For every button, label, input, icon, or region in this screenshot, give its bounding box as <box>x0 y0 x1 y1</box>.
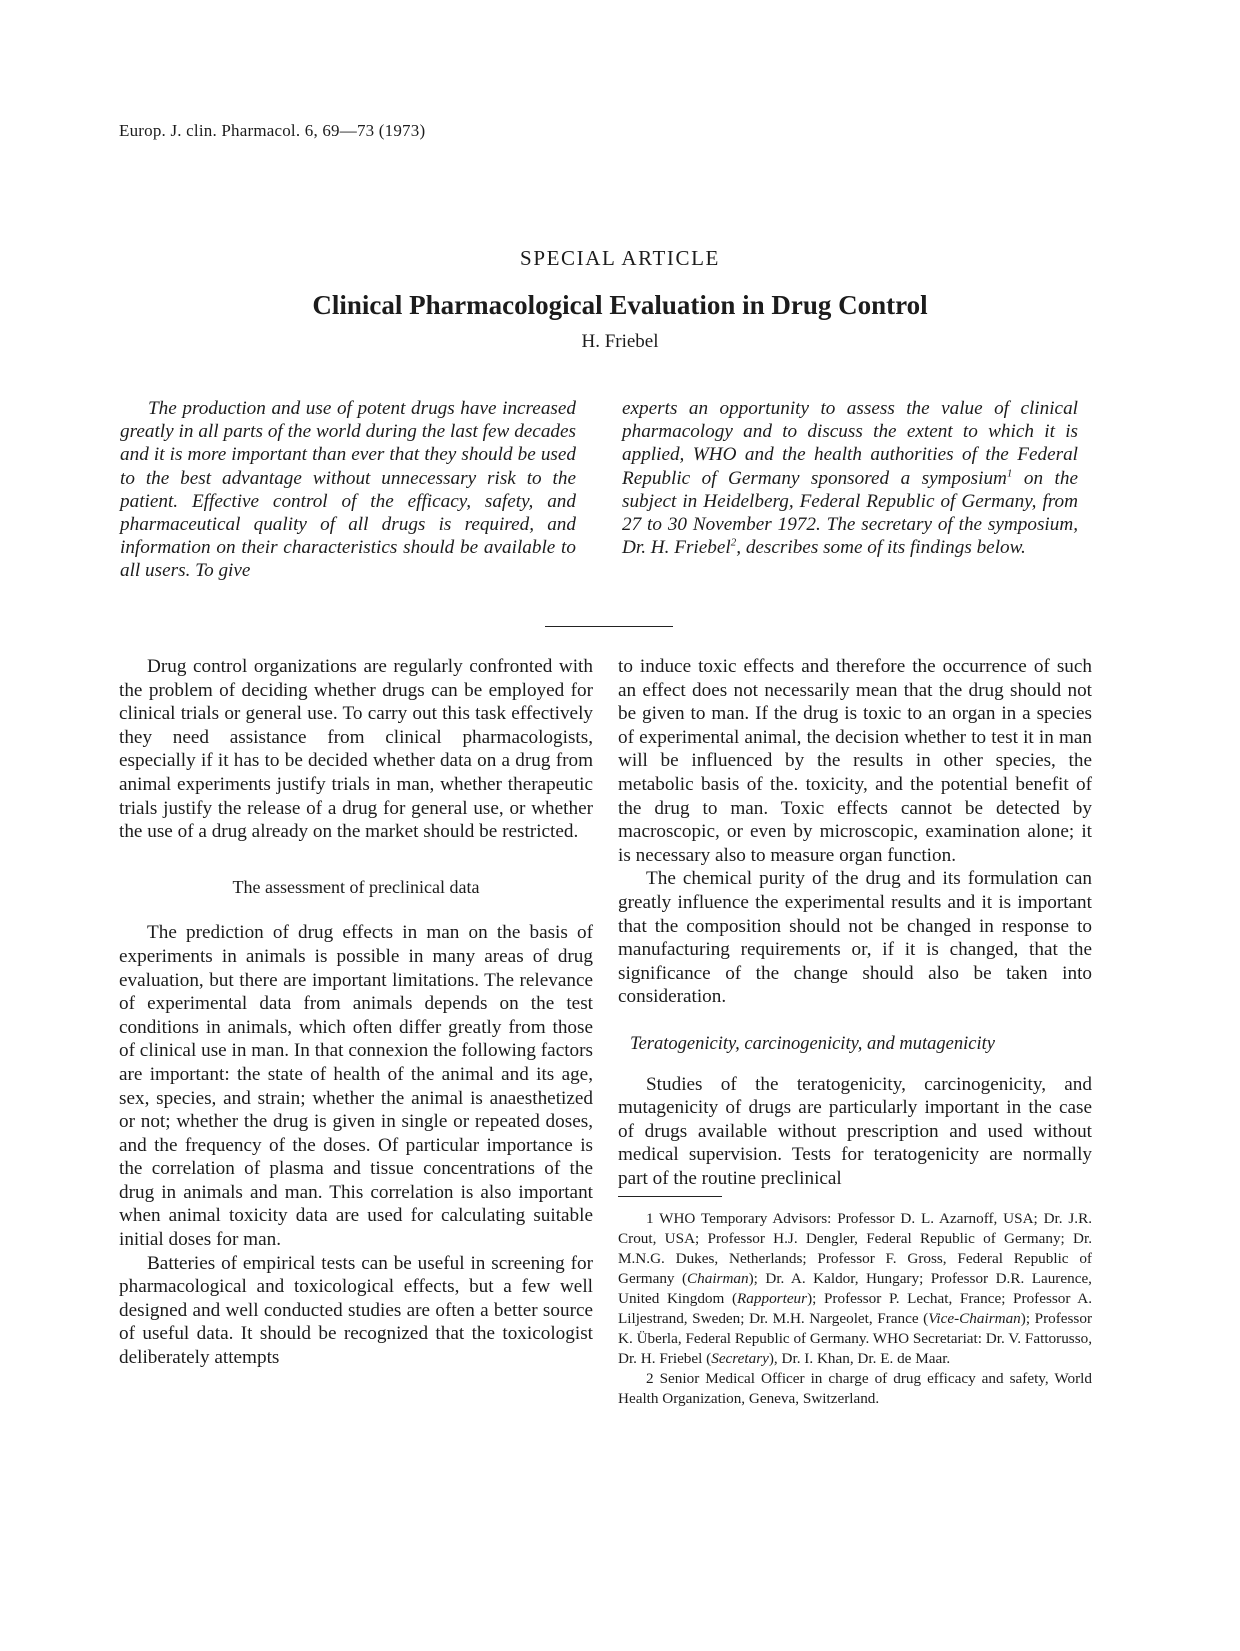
footnote-role: Rapporteur <box>737 1290 808 1308</box>
footnote-role: Vice-Chairman <box>928 1310 1021 1328</box>
paragraph: Batteries of empirical tests can be useful in screening for pharmacological and toxicological effects, but a few well designed and well conducted studies are often a better source of useful data. It should be recognized that the toxicologist deliberately attempts <box>119 1252 593 1369</box>
footnote-text: ); Professor K. Überla, Federal Republic of Germany. WHO Secretariat: Dr. V. Fattorusso, Dr. H. Friebel ( <box>618 1310 1092 1368</box>
footnote-text: ); Professor P. Lechat, France; Professor A. Liljestrand, Sweden; Dr. M.H. Nargeolet, France ( <box>618 1290 1092 1328</box>
footnote-ref-1: 1 <box>1006 467 1013 480</box>
body-right-column <box>618 655 1092 1409</box>
subsection-heading: Teratogenicity, carcinogenicity, and mutagenicity <box>630 1033 995 1054</box>
footnote-2: 2 Senior Medical Officer in charge of drug efficacy and safety, World Health Organization, Geneva, Switzerland. <box>618 1370 1092 1408</box>
paragraph: The chemical purity of the drug and its formulation can greatly influence the experimental results and it is important that the composition should not be changed in response to manufacturing requirements or, if it is changed, that the significance of the change should also be taken into consideration. <box>618 868 1092 1008</box>
section-heading: The assessment of preclinical data <box>232 876 480 897</box>
abstract-text-part: on the subject in Heidelberg, Federal Republic of Germany, from 27 to 30 November 1972. The secretary of the symposium, Dr. H. Friebel <box>622 467 1078 559</box>
footnote-1 <box>618 1209 1092 1369</box>
abstract-left-column: The production and use of potent drugs have increased greatly in all parts of the world during the last few decades and it is more important than ever that they should be used to the best advantage without unnecessary risk to the patient. Effective control of the efficacy, safety, and pharmaceutical quality of all drugs is required, and information on their characteristics should be available to all users. To give <box>120 398 576 582</box>
body-left-column <box>119 655 593 1370</box>
paragraph: The prediction of drug effects in man on the basis of experiments in animals is possible in many areas of drug evaluation, but there are important limitations. The relevance of experimental data from animals depends on the test conditions in animals, which often differ greatly from those of clinical use in man. In that connexion the following factors are important: the state of health of the animal and its age, sex, species, and strain; whether the animal is anaesthetized or not; whether the drug is given in single or repeated doses, and the frequency of the doses. Of particular importance is the correlation of plasma and tissue concentrations of the drug in animals and man. This correlation is also important when animal toxicity data are used for calculating suitable initial doses for man. <box>119 922 593 1251</box>
abstract-text-part: , describes some of its findings below. <box>736 537 1026 559</box>
footnote-text: 1 WHO Temporary Advisors: Professor D. L. Azarnoff, USA; Dr. J.R. Crout, USA; Professor H.J. Dengler, Federal Republic of Germany; Dr. M.N.G. Dukes, Netherlands; Professor F. Gross, Federal Republic of Germany ( <box>618 1210 1092 1288</box>
footnote-role: Secretary <box>711 1350 769 1368</box>
abstract-text-part: experts an opportunity to assess the value of clinical pharmacology and to discuss the extent to which it is applied, WHO and the health authorities of the Federal Republic of Germany sponsored a symposium <box>622 398 1078 489</box>
article-title: Clinical Pharmacological Evaluation in Drug Control <box>312 290 928 320</box>
footnote-role: Chairman <box>687 1270 749 1288</box>
section-divider <box>545 626 673 627</box>
abstract-right-column <box>622 397 1078 559</box>
paragraph: to induce toxic effects and therefore the occurrence of such an effect does not necessarily mean that the drug should not be given to man. If the drug is toxic to an organ in a species of experimental animal, the decision whether to test it in man will be influenced by the results in other species, the metabolic basis of the. toxicity, and the potential benefit of the drug to man. Toxic effects cannot be detected by macroscopic, or even by microscopic, examination alone; it is necessary also to measure organ function. <box>618 656 1092 866</box>
footnote-divider <box>618 1196 722 1197</box>
section-label: SPECIAL ARTICLE <box>520 246 720 270</box>
journal-citation: Europ. J. clin. Pharmacol. 6, 69—73 (1973) <box>119 121 426 140</box>
paragraph: Drug control organizations are regularly confronted with the problem of deciding whether drugs can be employed for clinical trials or general use. To carry out this task effectively they need assistance from clinical pharmacologists, especially if it has to be decided whether data on a drug from animal experiments justify trials in man, whether therapeutic trials justify the release of a drug for general use, or whether the use of a drug already on the market should be restricted. <box>119 656 593 843</box>
paragraph: Studies of the teratogenicity, carcinogenicity, and mutagenicity of drugs are particularly important in the case of drugs available without prescription and used without medical supervision. Tests for teratogenicity are normally part of the routine preclinical <box>618 1073 1092 1189</box>
footnote-text: ), Dr. I. Khan, Dr. E. de Maar. <box>768 1350 951 1368</box>
author-name: H. Friebel <box>581 331 659 352</box>
footnote-ref-2: 2 <box>730 536 737 549</box>
footnote-text: ); Dr. A. Kaldor, Hungary; Professor D.R. Laurence, United Kingdom ( <box>618 1270 1092 1308</box>
